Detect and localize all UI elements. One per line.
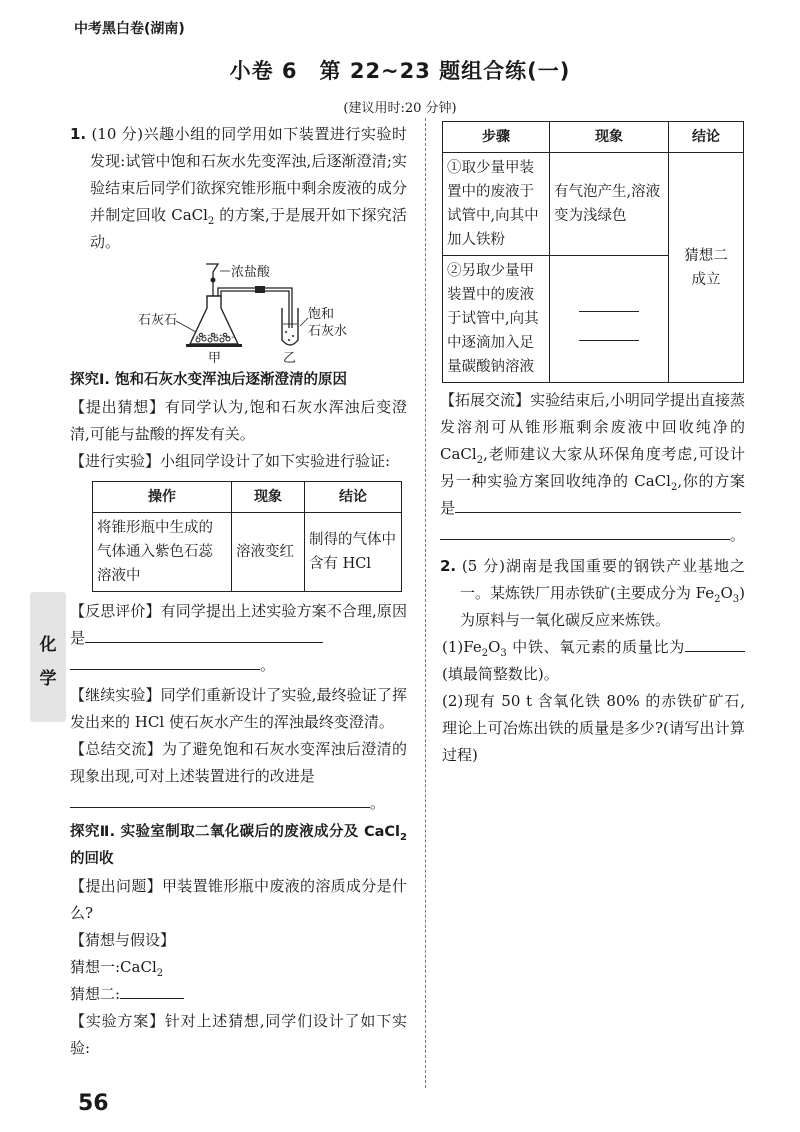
q2-number: 2. xyxy=(440,557,457,575)
hypothesis-1: 猜想一:CaCl$_2$ xyxy=(70,958,164,979)
table1-header-op: 操作 xyxy=(93,482,232,513)
hypothesis-label: 【猜想与假设】 xyxy=(70,931,176,949)
table2-step1: ①取少量甲装置中的废液于试管中,向其中加人铁粉 xyxy=(443,153,550,256)
experiment-paragraph: 【进行实验】小组同学设计了如下实验进行验证: xyxy=(70,452,391,470)
extension-paragraph: 【拓展交流】实验结束后,小明同学提出直接蒸发溶剂可从锥形瓶剩余废液中回收纯净的 CaCl$_2$,老师建议大家从环保角度考虑,可设计另一种实验方案回收纯净的 CaCl$_2$,你的方案是 xyxy=(440,391,745,517)
question-paragraph: 【提出问题】甲装置锥形瓶中废液的溶质成分是什么? xyxy=(70,877,407,922)
guess-paragraph: 【提出猜想】有同学认为,饱和石灰水浑浊后变澄清,可能与盐酸的挥发有关。 xyxy=(70,398,407,443)
table2-header-step: 步骤 xyxy=(443,122,550,153)
plan-table xyxy=(442,121,744,383)
table2-step2: ②另取少量甲装置中的废液于试管中,向其中逐滴加入足量碳酸钠溶液 xyxy=(443,256,550,383)
apparatus-diagram xyxy=(70,258,407,366)
page-number: 56 xyxy=(78,1091,109,1116)
label-jia: 甲 xyxy=(208,351,222,366)
answer-blank-mass-ratio[interactable] xyxy=(685,637,745,652)
book-header: 中考黑白卷(湖南) xyxy=(74,21,185,37)
column-divider xyxy=(425,118,426,1088)
answer-blank-improve[interactable] xyxy=(70,793,370,808)
table2-phen1: 有气泡产生,溶液变为浅绿色 xyxy=(550,153,669,256)
q2-intro: 2. (5 分)湖南是我国重要的钢铁产业基地之一。某炼铁厂用赤铁矿(主要成分为 $Fe_2O_3$)为原料与一氧化碳反应来炼铁。 xyxy=(440,557,746,629)
right-column: 步骤 现象 结论 ①取少量甲装置中的废液于试管中,向其中加人铁粉 有气泡产生,溶液变为浅绿色 猜想二成立 ②另取少量甲装置中的废液于试管中,向其中逐滴加入足量碳酸钠溶液 【拓展交流】实验结束后,小明同学提出直接蒸发溶剂可从锥形瓶剩余废液中回收纯净的 CaCl$_2$,老师建议大家从环保角度考虑,可设计另一种实验方案回收纯净的 CaCl$_2$,你的方案是 。 2. (5 分)湖南是我国重要的钢铁产业基地之一。某炼铁厂用赤铁矿(主要成分为 $Fe_2O_3$)为原料与一氧化碳反应来炼铁。 $(1)Fe_2O_3$ 中铁、氧元素的质量比为(填最简整数比)。 (2)现有 50 t 含氧化铁 80% 的赤铁矿矿石,理论上可冶炼出铁的质量是多少?(请写出计算过程) xyxy=(440,121,745,769)
hypothesis-2: 猜想二: xyxy=(70,981,407,1008)
answer-blank-reflect-a[interactable] xyxy=(85,628,323,643)
answer-blank-reflect-b[interactable] xyxy=(70,655,260,670)
q1-number: 1. xyxy=(70,125,87,143)
page-title: 小卷 6 第 22~23 题组合练(一) xyxy=(229,59,571,83)
q1-intro: 1. (10 分)兴趣小组的同学用如下装置进行实验时发现:试管中饱和石灰水先变浑浊,后逐渐澄清;实验结束后同学们欲探究锥形瓶中剩余废液的成分并制定回收 CaCl$_2$ 的方案,于是展开如下探究活动。 xyxy=(70,125,407,251)
summary-paragraph: 【总结交流】为了避免饱和石灰水变浑浊后澄清的现象出现,可对上述装置进行的改进是 xyxy=(70,740,407,785)
table2-phen2-blank xyxy=(550,256,669,383)
label-saturated: 饱和 xyxy=(308,307,335,322)
q2-part2: (2)现有 50 t 含氧化铁 80% 的赤铁矿矿石,理论上可冶炼出铁的质量是多少?(请写出计算过程) xyxy=(442,692,745,764)
table1-concl: 制得的气体中含有 HCl xyxy=(305,513,402,592)
part2-title: 探究Ⅱ. 实验室制取二氧化碳后的废液成分及 CaCl$_2$ 的回收 xyxy=(70,824,407,867)
label-limestone: 石灰石 xyxy=(138,313,178,328)
table1-header-phen: 现象 xyxy=(232,482,305,513)
continue-paragraph: 【继续实验】同学们重新设计了实验,最终验证了挥发出来的 HCl 使石灰水产生的浑浊最终变澄清。 xyxy=(70,686,407,731)
answer-blank-phenomenon-a[interactable] xyxy=(579,297,639,312)
subject-side-tab xyxy=(30,592,66,722)
table2-header-phen: 现象 xyxy=(550,122,669,153)
left-column: 1. (10 分)兴趣小组的同学用如下装置进行实验时发现:试管中饱和石灰水先变浑浊,后逐渐澄清;实验结束后同学们欲探究锥形瓶中剩余废液的成分并制定回收 CaCl$_2$ 的方案,于是展开如下探究活动。 浓盐酸 石灰石 饱和 石灰水 甲 乙 探究Ⅰ. 饱和石灰水变浑浊后逐渐澄清的原因 【提出猜想】有同学认为,饱和石灰水浑浊后变澄清,可能与盐酸的挥发有关。 【进行实验】小组同学设计了如下实验进行验证: 操作 现象 结论 将锥形瓶中生成的气体通入紫色石蕊溶液中 溶液变红 制得的气体中含有 HCl 【反思评价】有同学提出上述实验方案不合理,原因是 。 【继续实验】同学们重新设计了实验,最终验证了挥发出来的 HCl 使石灰水产生的浑浊最终变澄清。 【总结交流】为了避免饱和石灰水变浑浊后澄清的现象出现,可对上述装置进行的改进是 。 探究Ⅱ. 实验室制取二氧化碳后的废液成分及 CaCl$_2$ 的回收 【提出问题】甲装置锥形瓶中废液的溶质成分是什么? 【猜想与假设】 猜想一:CaCl$_2$ 猜想二: 【实验方案】针对上述猜想,同学们设计了如下实验: xyxy=(70,121,407,1062)
table1-op: 将锥形瓶中生成的气体通入紫色石蕊溶液中 xyxy=(93,513,232,592)
table1-phen: 溶液变红 xyxy=(232,513,305,592)
answer-blank-phenomenon-b[interactable] xyxy=(579,326,639,341)
label-yi: 乙 xyxy=(283,351,297,366)
answer-blank-hypothesis[interactable] xyxy=(120,984,184,999)
plan-paragraph: 【实验方案】针对上述猜想,同学们设计了如下实验: xyxy=(70,1012,407,1057)
label-limewater: 石灰水 xyxy=(308,324,348,339)
table2-header-concl: 结论 xyxy=(669,122,744,153)
answer-blank-plan-b[interactable] xyxy=(440,525,730,540)
reflect-paragraph: 【反思评价】有同学提出上述实验方案不合理,原因是 xyxy=(70,602,407,647)
suggested-time: (建议用时:20 分钟) xyxy=(343,101,457,116)
table2-concl: 猜想二成立 xyxy=(669,153,744,383)
part1-title: 探究Ⅰ. 饱和石灰水变浑浊后逐渐澄清的原因 xyxy=(70,372,347,388)
label-acid: 浓盐酸 xyxy=(231,265,271,280)
q2-part1: $(1)Fe_2O_3$ 中铁、氧元素的质量比为(填最简整数比)。 xyxy=(440,634,745,688)
experiment-table xyxy=(92,481,402,592)
side-tab-char-1: 化 xyxy=(39,635,57,655)
answer-blank-plan-a[interactable] xyxy=(455,498,741,513)
side-tab-char-2: 学 xyxy=(39,669,57,689)
table1-header-concl: 结论 xyxy=(305,482,402,513)
